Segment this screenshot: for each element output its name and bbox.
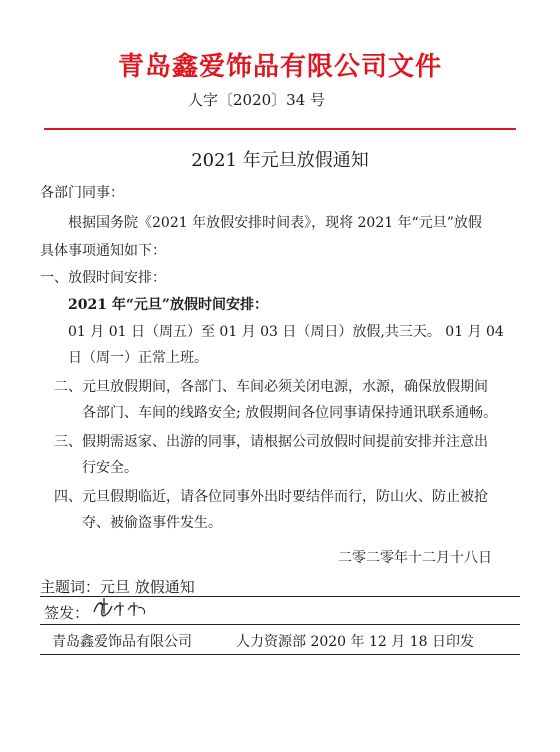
section-4-line-2: 夺、被偷盗事件发生。 <box>82 515 222 531</box>
schedule-line-2: 日（周一）正常上班。 <box>68 350 208 366</box>
salutation: 各部门同事： <box>40 185 124 201</box>
org-header-title: 青岛鑫爱饰品有限公司文件 <box>117 52 442 82</box>
issue-date: 二零二零年十二月十八日 <box>338 550 492 566</box>
issue-info: 人力资源部 2020 年 12 月 18 日印发 <box>236 634 474 650</box>
schedule-heading: 2021 年“元旦”放假时间安排： <box>68 297 268 313</box>
section-3-line-1: 三、假期需返家、出游的同事，请根据公司放假时间提前安排并注意出 <box>54 434 488 450</box>
document-number: 人字〔2020〕34 号 <box>188 91 326 109</box>
issuer-name: 青岛鑫爱饰品有限公司 <box>52 634 192 650</box>
signer-label: 签发： <box>44 604 90 622</box>
notice-title: 2021 年元旦放假通知 <box>191 150 369 171</box>
footer-rule-middle <box>40 624 520 625</box>
section-1-heading: 一、放假时间安排： <box>40 270 166 286</box>
keywords-line: 主题词：元旦 放假通知 <box>40 578 195 596</box>
intro-line-1: 根据国务院《2021 年放假安排时间表》，现将 2021 年“元旦”放假 <box>68 215 482 231</box>
schedule-line-1: 01 月 01 日（周五）至 01 月 03 日（周日）放假,共三天。 01 月 04 <box>68 324 504 340</box>
section-3-line-2: 行安全。 <box>82 460 138 476</box>
footer-rule-bottom <box>40 654 520 655</box>
section-2-line-2: 各部门、车间的线路安全; 放假期间各位同事请保持通讯联系通畅。 <box>82 405 498 421</box>
intro-line-2: 具体事项通知如下： <box>40 243 166 259</box>
section-2-line-1: 二、元旦放假期间，各部门、车间必须关闭电源，水源，确保放假期间 <box>54 379 488 395</box>
header-divider <box>44 128 516 130</box>
section-4-line-1: 四、元旦假期临近，请各位同事外出时要结伴而行，防山火、防止被抢 <box>54 489 488 505</box>
handwritten-signature <box>90 594 150 620</box>
